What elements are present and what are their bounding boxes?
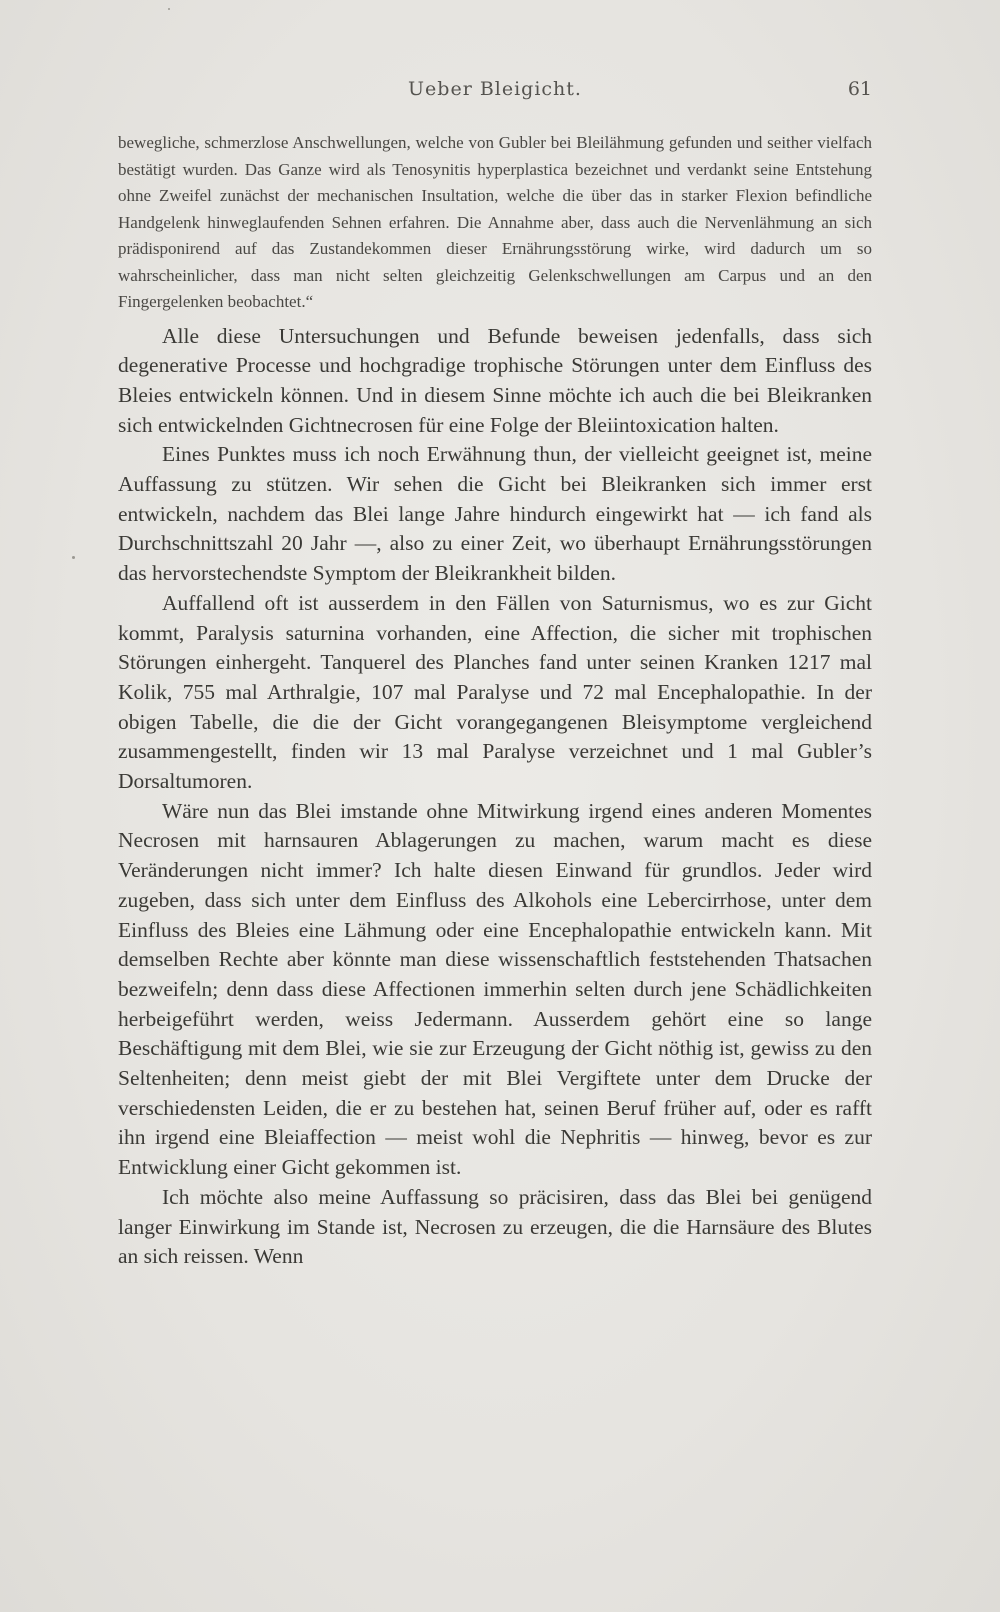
page-number: 61 (847, 78, 872, 100)
paragraph-lead-exposure-duration: Eines Punktes muss ich noch Erwähnung thun, der vielleicht geeignet ist, meine Auffassung zu stützen. Wir sehen die Gicht bei Bleikranken sich immer erst entwickeln, nachdem das Blei lange Jahre hindurch eingewirkt hat — ich fand als Durchschnittszahl 20 Jahr —, also zu einer Zeit, wo überhaupt Ernährungsstörungen das hervorstechendste Symptom der Bleikrankheit bilden. (118, 442, 872, 586)
running-head (118, 78, 872, 106)
paragraph-degenerative-processes: Alle diese Untersuchungen und Befunde beweisen jedenfalls, dass sich degenerative Processe und hochgradige trophische Störungen unter dem Einfluss des Bleies entwickeln können. Und in diesem Sinne möchte ich auch die bei Bleikranken sich entwickelnden Gichtnecrosen für eine Folge der Bleiintoxication halten. (118, 323, 872, 437)
running-head-title: Ueber Bleigicht. (408, 78, 582, 100)
paragraph-objection-rebuttal: Wäre nun das Blei imstande ohne Mitwirkung irgend eines anderen Momentes Necrosen mit harnsauren Ablagerungen zu machen, warum macht es diese Veränderungen nicht immer? Ich halte diesen Einwand für grundlos. Jeder wird zugeben, dass sich unter dem Einfluss des Alkohols eine Lebercirrhose, unter dem Einfluss des Bleies eine Lähmung oder eine Encephalopathie entwickeln kann. Mit demselben Rechte aber könnte man diese wissenschaftlich feststehenden Thatsachen bezweifeln; denn dass diese Affectionen immerhin selten durch jene Schädlichkeiten herbeigeführt werden, weiss Jedermann. Ausserdem gehört eine so lange Beschäftigung mit dem Blei, wie sie zur Erzeugung der Gicht nöthig ist, gewiss zu den Seltenheiten; denn meist giebt der mit Blei Vergiftete unter dem Drucke der verschiedensten Leiden, die er zu bestehen hat, seinen Beruf früher auf, oder es rafft ihn irgend eine Bleiaffection — meist wohl die Nephritis — hinweg, bevor es zur Entwicklung einer Gicht gekommen ist. (118, 798, 872, 1180)
body-text (118, 130, 872, 1272)
paragraph-quote-continuation: bewegliche, schmerzlose Anschwellungen, welche von Gubler bei Bleilähmung gefunden und seither vielfach bestätigt wurden. Das Ganze wird als Tenosynitis hyperplastica bezeichnet und verdankt seine Entstehung ohne Zweifel zunächst der mechanischen Insultation, welche die über das in starker Flexion befindliche Handgelenk hinweglaufenden Sehnen erfahren. Die Annahme aber, dass auch die Nervenlähmung an sich prädisponirend auf das Zustandekommen dieser Ernährungsstörung wirke, wird dadurch um so wahrscheinlicher, dass man nicht selten gleichzeitig Gelenkschwellungen am Carpus und an den Fingergelenken beobachtet.“ (118, 133, 872, 311)
paragraph-conclusion-start: Ich möchte also meine Auffassung so präcisiren, dass das Blei bei genügend langer Einwirkung im Stande ist, Necrosen zu erzeugen, die die Harnsäure des Blutes an sich reissen. Wenn (118, 1184, 872, 1269)
paper-speck (72, 556, 75, 559)
paper-speck (168, 8, 170, 10)
paragraph-paralysis-saturnina: Auffallend oft ist ausserdem in den Fällen von Saturnismus, wo es zur Gicht kommt, Paralysis saturnina vorhanden, eine Affection, die sicher mit trophischen Störungen einhergeht. Tanquerel des Planches fand unter seinen Kranken 1217 mal Kolik, 755 mal Arthralgie, 107 mal Paralyse und 72 mal Encephalopathie. In der obigen Tabelle, die die der Gicht vorangegangenen Bleisymptome vergleichend zusammengestellt, finden wir 13 mal Paralyse verzeichnet und 1 mal Gubler’s Dorsaltumoren. (118, 590, 872, 794)
